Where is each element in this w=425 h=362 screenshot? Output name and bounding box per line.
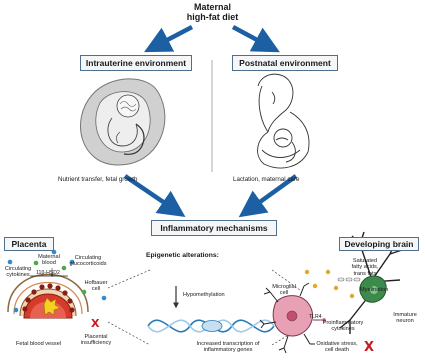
developing-brain-label: Developing brain	[344, 239, 414, 249]
inflammatory-mechanisms-box	[151, 220, 277, 236]
epigenetic-title: Epigenetic alterations:	[146, 252, 219, 259]
proinflammatory-cytokines-label: Proinflammatory cytokines	[322, 320, 364, 333]
placental-x-mark: X	[91, 317, 100, 330]
postnatal-label: Postnatal environment	[239, 58, 331, 68]
inflammatory-mechanisms-label: Inflammatory mechanisms	[160, 223, 268, 233]
intrauterine-label: Intrauterine environment	[85, 58, 187, 68]
hofbauer-cell-label: Hofbauer cell	[84, 280, 108, 293]
saturated-fats-label: Saturated fatty acids, trans fats	[351, 258, 379, 277]
maternal-diet-title	[0, 2, 425, 22]
placenta-label: Placenta	[11, 239, 47, 249]
fetal-blood-vessel-label: Fetal blood vessel	[16, 341, 62, 347]
tlr4-label: TLR4	[309, 314, 322, 320]
mother-illustration	[258, 74, 309, 168]
immature-neuron-label: Immature neuron	[393, 312, 417, 325]
header-line2: high-fat diet	[186, 12, 239, 22]
dna-helix	[148, 320, 274, 332]
placenta-box	[4, 237, 54, 251]
header-line1: Maternal	[193, 2, 231, 12]
fetus-illustration	[80, 79, 164, 165]
placental-insufficiency-label: Placental insufficiency	[80, 334, 112, 347]
circulating-cytokines-label: Circulating cytokines	[4, 266, 32, 279]
neuron-x-mark: X	[364, 340, 375, 355]
intrauterine-caption: Nutrient transfer, fetal growth	[58, 176, 138, 183]
postnatal-caption: Lactation, maternal care	[233, 176, 300, 183]
increased-transcription-label: Increased transcription of inflammatory genes	[196, 341, 260, 354]
oxidative-stress-label: Oxidative stress, cell death	[316, 341, 358, 354]
developing-brain-box	[339, 237, 419, 251]
arrow-to-postnatal	[233, 27, 272, 48]
maternal-blood-label: Maternal blood	[38, 254, 60, 267]
postnatal-box	[232, 55, 338, 71]
arrow-to-intrauterine	[152, 27, 192, 48]
enzyme-label: 11β-HSD2	[36, 270, 60, 276]
intrauterine-box	[80, 55, 192, 71]
microglial-cell-label: Microglial cell	[272, 284, 296, 297]
circulating-glucocorticoids-label: Circulating glucocorticoids	[69, 255, 107, 268]
hypomethylation-label: Hypomethylation	[183, 292, 225, 298]
myelination-label: Myelination	[360, 287, 389, 293]
